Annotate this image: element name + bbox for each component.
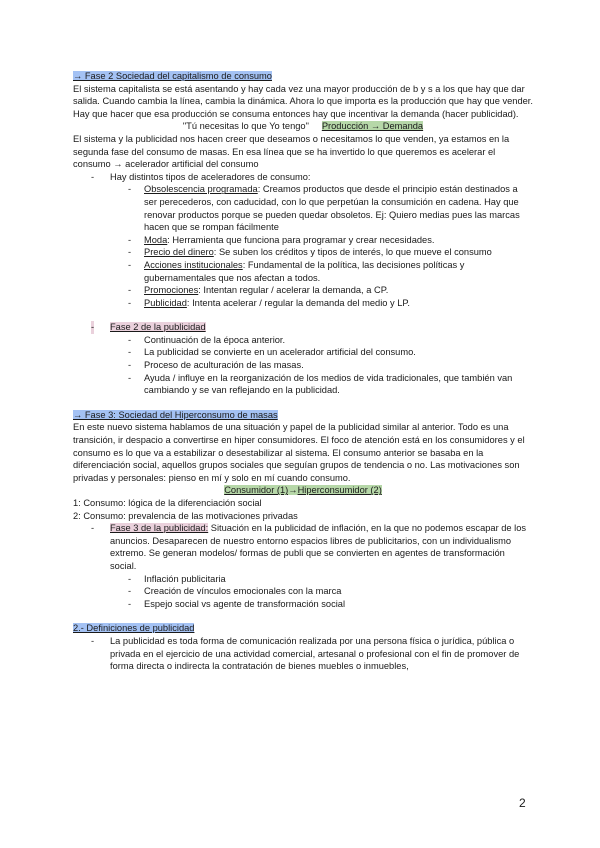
definition: : Intentan regular / acelerar la demanda, a CP. [198, 285, 389, 296]
bullet-dash: - [128, 259, 132, 270]
section-heading-fase3: → Fase 3: Sociedad del Hiperconsumo de masas [73, 409, 278, 420]
bullet-dash: - [128, 360, 132, 371]
list-item [73, 284, 533, 297]
heading-text: Fase 2 de la publicidad [110, 322, 206, 333]
term: Precio del dinero [144, 247, 214, 258]
definition: : Herramienta que funciona para programar y crear necesidades. [167, 234, 435, 245]
list-item-text: Inflación publicitaria [144, 573, 226, 584]
phase3-sublist [73, 573, 533, 611]
point-2: 2: Consumo: prevalencia de las motivaciones privadas [73, 510, 298, 521]
list-item-text: Creación de vínculos emocionales con la marca [144, 586, 342, 597]
bullet-dash: - [128, 372, 132, 383]
list-item-text: La publicidad es toda forma de comunicación realizada por una persona física o jurídica, pública o privada en el ejercicio de una actividad comercial, artesanal o profesional con el fin de promover de forma directa o indirecta la contratación de bienes muebles o inmuebles, [110, 635, 520, 672]
section-heading-definiciones: 2.- Definiciones de publicidad [73, 623, 195, 634]
quote-tag: Producción → Demanda [321, 121, 424, 132]
list-item [73, 171, 533, 184]
list-item [73, 573, 533, 586]
list-item [73, 346, 533, 359]
bullet-dash: - [128, 234, 132, 245]
bullet-dash: - [128, 297, 132, 308]
list-item [73, 183, 533, 233]
bullet-dash: - [128, 598, 132, 609]
bullet-dash: - [128, 285, 132, 296]
bullet-dash: - [128, 184, 132, 195]
list-item [73, 598, 533, 611]
list-item-text: Proceso de aculturación de las masas. [144, 360, 304, 371]
term: Publicidad [144, 297, 187, 308]
consumer-label: Consumidor (1) [224, 485, 289, 496]
paragraph: El sistema capitalista se está asentando y hay cada vez una mayor producción de b y s a los que hay que dar salida. Cuando cambia la línea, cambia la dinámica. Ahora lo que importa es la producción que hay que vender. Hay que hacer que esa producción se consuma entonces hay que incentivar la demanda (hacer publicidad). [73, 83, 533, 119]
list-item-text: Espejo social vs agente de transformación social [144, 598, 346, 609]
paragraph: El sistema y la publicidad nos hacen creer que deseamos o necesitamos lo que venden, ya estamos en la segunda fase del consumo de masas. En esa línea que se ha invertido lo que queremos es acelerar el consumo → acelerador artificial del consumo [73, 133, 510, 170]
list-item [73, 359, 533, 372]
list-item [73, 522, 533, 572]
list-item-text: Ayuda / influye en la reorganización de los medios de vida tradicionales, que también van cambiando y se van reflejando en la publicidad. [144, 372, 513, 396]
definition: : Creamos productos que desde el principio están destinados a ser perecederos, con caducidad, con lo que perpetúan la consumición en cadena. Hay que renovar productos porque se pueden quedar obsoletos. Ej: Quiero medias pues las marcas hacen que se rompan fácilmente [144, 184, 520, 233]
term: Acciones institucionales [144, 259, 243, 270]
bullet-dash: - [91, 171, 95, 182]
section-heading-fase2-sociedad: → Fase 2 Sociedad del capitalismo de consumo [73, 71, 272, 81]
term: Moda [144, 234, 168, 245]
quote-line [73, 120, 533, 133]
term: Obsolescencia programada [144, 184, 258, 195]
point-1: 1: Consumo: lógica de la diferenciación social [73, 498, 262, 508]
consumer-line [73, 484, 533, 497]
phase2-list [73, 334, 533, 397]
list-item-text: Continuación de la época anterior. [144, 334, 286, 345]
definition: : Se suben los créditos y tipos de interés, lo que mueve el consumo [213, 247, 492, 258]
list-item [73, 234, 533, 247]
bullet-dash: - [128, 347, 132, 358]
list-item [73, 635, 533, 673]
term: Fase 3 de la publicidad: [110, 523, 209, 534]
list-item [73, 297, 533, 310]
paragraph: En este nuevo sistema hablamos de una situación y papel de la publicidad similar al anterior. Todo es una transición, ir despacio a convertirse en hiper consumidores. El foco de atención está en los consumidores y el consumo es lo que va a estabilizar o desestabilizar al sistema. El consumo anterior se basaba en la diferenciación social, aquellos grupos sociales que seguían grupos de tendencia o no. Las motivaciones son privadas y personales: pienso en mí y solo en mí cuando consumo. [73, 422, 525, 483]
arrow: → [288, 485, 298, 496]
list-item-text: La publicidad se convierte en un acelerador artificial del consumo. [144, 347, 416, 358]
quote-text: "Tú necesitas lo que Yo tengo" [182, 121, 309, 132]
bullet-dash: - [91, 523, 95, 534]
list-item [73, 259, 533, 284]
definition: : Intenta acelerar / regular la demanda del medio y LP. [186, 297, 410, 308]
list-item [73, 372, 533, 397]
list-item-text: Hay distintos tipos de aceleradores de consumo: [110, 171, 311, 182]
definition: Situación en la publicidad de inflación, en la que no podemos escapar de los anuncios. Desaparecen de nuestro entorno espacios libres de publicitarios, con un individualismo extremo. Se generan modelos/ formas de publi que se convierten en agentes de transformación social. [110, 523, 527, 571]
bullet-dash: - [128, 586, 132, 597]
bullet-dash: - [128, 573, 132, 584]
hyperconsumer-label: Hiperconsumidor (2) [297, 485, 382, 496]
page-number: 2 [519, 796, 526, 810]
section-heading-fase2-publicidad [73, 321, 533, 334]
bullet-dash: - [91, 322, 95, 333]
bullet-dash: - [128, 247, 132, 258]
list-item [73, 246, 533, 259]
list-item [73, 334, 533, 347]
bullet-dash: - [128, 334, 132, 345]
term: Promociones [144, 285, 199, 296]
accelerator-list [73, 183, 533, 309]
document-page [73, 70, 533, 673]
definition: : Fundamental de la política, las decisiones políticas y gubernamentales que nos afectan a todos. [144, 259, 465, 283]
list-item [73, 585, 533, 598]
bullet-dash: - [91, 635, 95, 646]
